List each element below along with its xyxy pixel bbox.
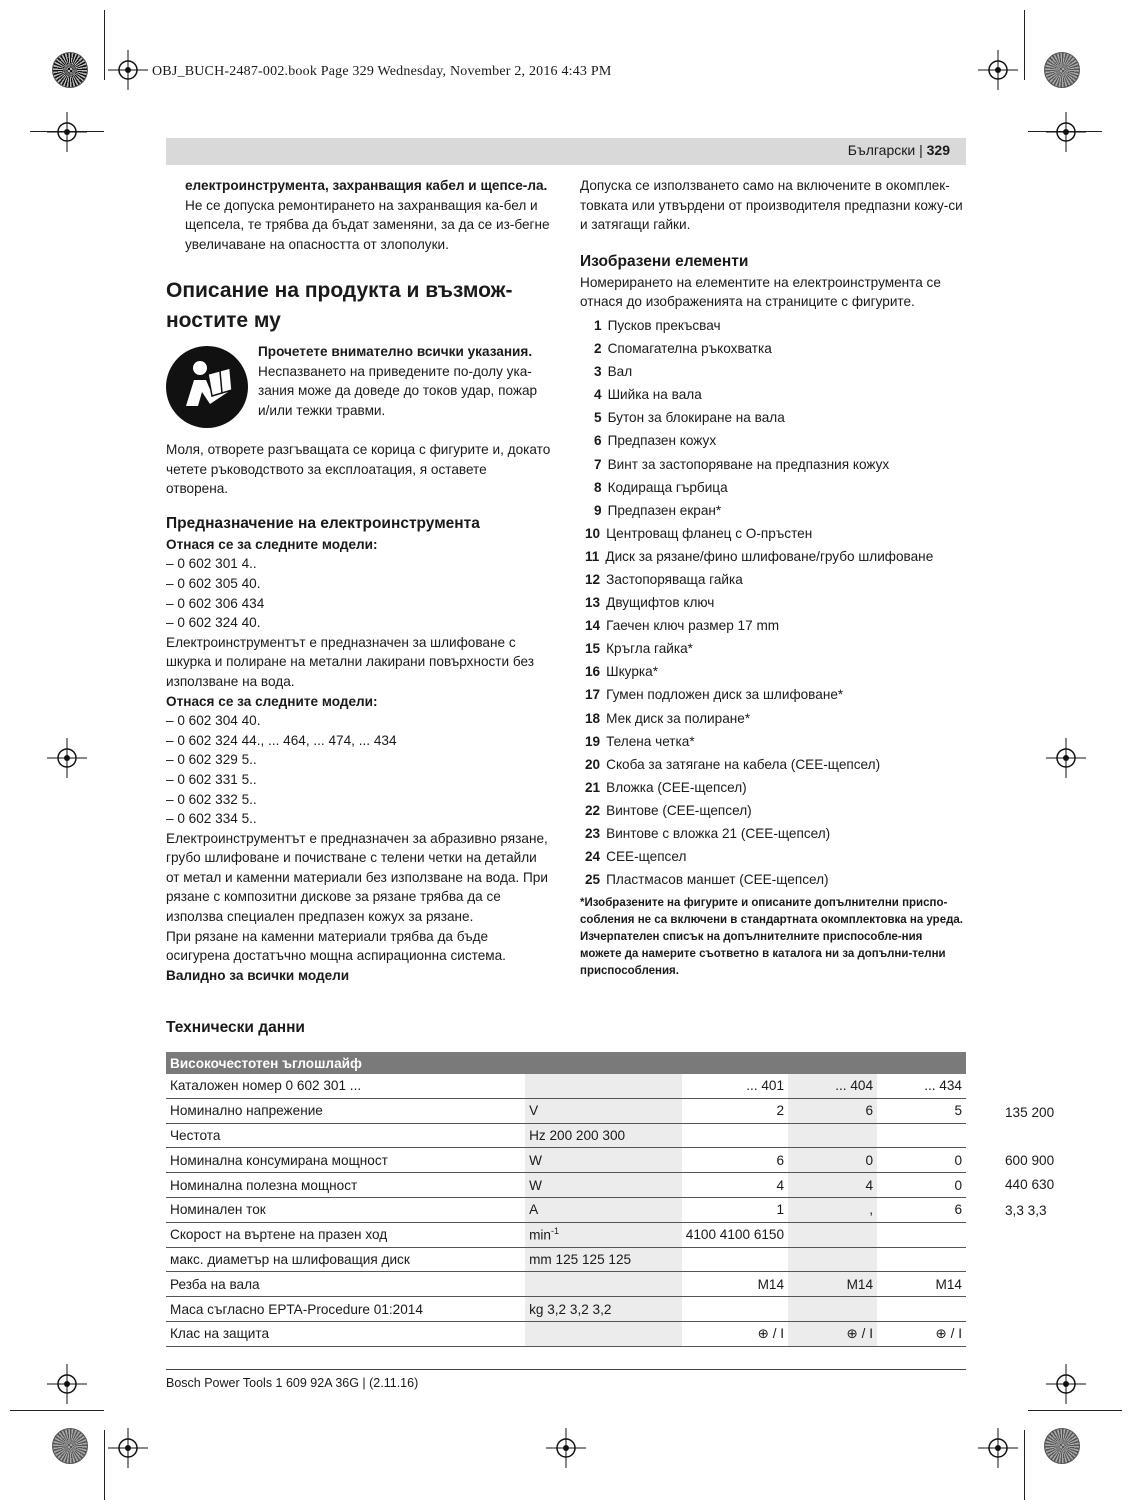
component-item — [580, 337, 966, 360]
value-401: 1 — [682, 1197, 788, 1222]
component-label: Спомагателна ръкохватка — [607, 341, 772, 357]
component-item — [580, 637, 966, 660]
value-401: 4100 4100 6150 — [682, 1222, 788, 1247]
value-401: 6 — [682, 1148, 788, 1173]
crosshair-icon — [47, 112, 87, 152]
row-unit: W — [525, 1173, 682, 1198]
crosshair-icon — [108, 1428, 148, 1468]
component-item — [580, 868, 966, 891]
component-item — [580, 429, 966, 452]
component-item — [580, 568, 966, 591]
row-label: Номинална полезна мощност — [166, 1173, 525, 1198]
row-unit: V — [525, 1098, 682, 1123]
row-unit: W — [525, 1148, 682, 1173]
component-label: Кръгла гайка* — [606, 641, 693, 657]
models-heading-1: Отнася се за следните модели: — [166, 536, 378, 552]
component-item — [580, 753, 966, 776]
value-404: ... 404 — [788, 1074, 877, 1098]
table-row — [166, 1197, 966, 1222]
component-label: CEE-щепсел — [606, 849, 687, 865]
component-label: Шийка на вала — [607, 387, 702, 403]
component-number: 12 — [585, 572, 601, 587]
component-item — [580, 799, 966, 822]
purpose-2: Електроинструментът е предназначен за абразивно рязане, грубо шлифоване и почистване с телени четки на детайли от метал и каменни материали без използване на вода. При рязане с композитни дискове за рязане трябва да се използва специален предпазен кожух за рязане. — [166, 830, 548, 925]
model-item: – 0 602 304 40. — [166, 713, 261, 729]
value-401 — [682, 1247, 788, 1272]
model-item: – 0 602 332 5.. — [166, 791, 257, 807]
value-401: ⊕ / I — [682, 1321, 788, 1346]
component-label: Застопоряваща гайка — [606, 572, 743, 587]
component-label: Вложка (CEE-щепсел) — [606, 779, 747, 795]
component-label: Вал — [607, 364, 633, 380]
models-list-1 — [166, 554, 552, 632]
component-label: Бутон за блокиране на вала — [607, 410, 785, 426]
component-label: Винт за застопоряване на предпазния кожух — [607, 456, 890, 472]
component-item — [580, 476, 966, 499]
component-number: 22 — [585, 802, 601, 818]
row-unit: Hz 200 200 300 — [525, 1123, 682, 1148]
component-label: Гумен подложен диск за шлифоване* — [606, 687, 844, 703]
row-label: Каталожен номер 0 602 301 ... — [166, 1074, 525, 1098]
purpose-title: Предназначение на електроинструмента — [166, 514, 480, 532]
component-item — [580, 314, 966, 337]
component-number: 15 — [585, 641, 601, 657]
value-434: 6 — [877, 1197, 966, 1222]
component-number: 24 — [585, 849, 601, 865]
row-label: Клас на защита — [166, 1321, 525, 1346]
read-manual-warning-icon — [166, 346, 248, 428]
row-label: макс. диаметър на шлифоващия диск — [166, 1247, 525, 1272]
component-item — [580, 453, 966, 476]
component-label: Двущифтов ключ — [606, 595, 715, 611]
component-item — [580, 406, 966, 429]
crosshair-icon — [108, 50, 148, 90]
left-column — [185, 176, 550, 254]
component-label: Телена четка* — [606, 733, 695, 749]
component-label: Скоба за затягане на кабела (CEE-щепсел) — [606, 756, 881, 772]
registration-rosette-icon — [1044, 52, 1080, 88]
crosshair-icon — [47, 1364, 87, 1404]
component-label: Кодираща гърбица — [607, 479, 728, 495]
component-item — [580, 683, 966, 706]
row-unit — [525, 1321, 682, 1346]
table-row — [166, 1222, 966, 1247]
value-404 — [788, 1297, 877, 1322]
value-401 — [682, 1297, 788, 1322]
component-number: 2 — [594, 341, 602, 357]
component-item — [580, 614, 966, 637]
models-heading-2: Отнася се за следните модели: — [166, 693, 378, 709]
value-434 — [877, 1247, 966, 1272]
component-number: 11 — [585, 548, 600, 564]
component-label: Пластмасов маншет (CEE-щепсел) — [606, 872, 829, 888]
valid-all-models: Валидно за всички модели — [166, 967, 350, 983]
component-label: Предпазен екран* — [607, 502, 722, 518]
component-number: 7 — [594, 456, 602, 472]
component-number: 9 — [594, 502, 602, 518]
crosshair-icon — [1046, 1364, 1086, 1404]
crosshair-icon — [978, 50, 1018, 90]
tech-data-table — [166, 1052, 966, 1347]
component-number: 13 — [585, 595, 601, 611]
overflow-value: 135 200 — [1005, 1105, 1055, 1120]
table-row — [166, 1173, 966, 1198]
row-label: Честота — [166, 1123, 525, 1148]
table-header-row — [166, 1052, 966, 1074]
value-401: M14 — [682, 1272, 788, 1297]
component-item — [580, 383, 966, 406]
page-footer: Bosch Power Tools 1 609 92A 36G | (2.11.16) — [166, 1376, 419, 1390]
row-label: Номинален ток — [166, 1197, 525, 1222]
model-item: – 0 602 324 40. — [166, 615, 261, 631]
component-label: Предпазен кожух — [607, 433, 717, 449]
component-label: Гаечен ключ размер 17 mm — [606, 618, 780, 634]
component-number: 3 — [594, 364, 602, 380]
row-unit: mm 125 125 125 — [525, 1247, 682, 1272]
models-list-2 — [166, 711, 552, 829]
value-404: 6 — [788, 1098, 877, 1123]
right-column — [580, 176, 966, 980]
value-401: 4 — [682, 1173, 788, 1198]
print-slug: OBJ_BUCH-2487-002.book Page 329 Wednesday, November 2, 2016 4:43 PM — [152, 64, 612, 79]
component-item — [580, 591, 966, 614]
value-404: ⊕ / I — [788, 1321, 877, 1346]
table-row — [166, 1321, 966, 1346]
component-number: 6 — [594, 433, 602, 449]
component-label: Мек диск за полиране* — [606, 710, 751, 726]
component-label: Шкурка* — [606, 664, 658, 680]
accessories-footnote: *Изобразените на фигурите и описаните допълнителни приспо-собления не са включени в стандартната окомплектовка на уреда. Изчерпателен списък на допълнителните приспособле-ния можете да намерите съответно в каталога ни за допълни-телни приспособления. — [580, 897, 963, 978]
value-434: M14 — [877, 1272, 966, 1297]
component-number: 21 — [585, 779, 601, 795]
value-404: , — [788, 1197, 877, 1222]
row-unit: $\min^{-1}$ — [525, 1222, 682, 1247]
component-item — [580, 707, 966, 730]
warning-body: Неспазването на приведените по-долу ука-зания може да доведе до токов удар, пожар и/или тежки травми. — [258, 363, 538, 418]
warning-heading: Прочетете внимателно всички указания. — [258, 344, 533, 359]
table-row — [166, 1123, 966, 1148]
crosshair-icon — [1046, 112, 1086, 152]
components-title: Изобразени елементи — [580, 252, 749, 270]
model-item: – 0 602 306 434 — [166, 595, 265, 611]
value-434 — [877, 1222, 966, 1247]
table-row — [166, 1148, 966, 1173]
overflow-value: 440 630 — [1005, 1177, 1055, 1192]
component-number: 18 — [585, 710, 601, 726]
component-item — [580, 776, 966, 799]
registration-rosette-icon — [52, 52, 88, 88]
purpose-1: Електроинструментът е предназначен за шлифоване с шкурка и полиране на метални лакирани повърхности без използване на вода. — [166, 634, 535, 689]
component-number: 20 — [585, 756, 601, 772]
registration-rosette-icon — [1044, 1428, 1080, 1464]
table-row — [166, 1272, 966, 1297]
component-item — [580, 822, 966, 845]
page-number: 329 — [926, 142, 950, 158]
value-404: 0 — [788, 1148, 877, 1173]
value-404: 4 — [788, 1173, 877, 1198]
component-number: 17 — [585, 687, 601, 703]
crosshair-icon — [978, 1428, 1018, 1468]
purpose-3: При рязане на каменни материали трябва да бъде осигурена достатъчно мощна аспирационна система. — [166, 928, 506, 964]
row-label: Скорост на въртене на празен ход — [166, 1222, 525, 1247]
component-item — [580, 545, 966, 568]
row-label: Резба на вала — [166, 1272, 525, 1297]
model-item: – 0 602 329 5.. — [166, 752, 257, 768]
row-label: Маса съгласно EPTA-Procedure 01:2014 — [166, 1297, 525, 1322]
component-number: 5 — [594, 410, 602, 426]
components-list — [580, 314, 966, 891]
component-item — [580, 499, 966, 522]
component-label: Диск за рязане/фино шлифоване/грубо шлифоване — [605, 548, 934, 564]
table-row — [166, 1297, 966, 1322]
component-number: 14 — [585, 618, 601, 634]
component-item — [580, 845, 966, 868]
component-item — [580, 522, 966, 545]
guard-note: Допуска се използването само на включените в окомплек-товката или утвърдени от производителя предпазни кожу-си и затягащи гайки. — [580, 178, 963, 233]
warning-text-block — [258, 342, 550, 420]
row-label: Номинална консумирана мощност — [166, 1148, 525, 1173]
row-unit — [525, 1074, 682, 1098]
row-unit — [525, 1272, 682, 1297]
table-row — [166, 1247, 966, 1272]
components-intro: Номерирането на елементите на електроинструмента се отнася до изображенията на страниците с фигурите. — [580, 274, 941, 310]
row-label: Номинално напрежение — [166, 1098, 525, 1123]
component-label: Винтове (CEE-щепсел) — [606, 802, 752, 818]
value-434: 0 — [877, 1148, 966, 1173]
footer-rule — [166, 1369, 966, 1370]
component-number: 23 — [585, 826, 601, 842]
value-401: 2 — [682, 1098, 788, 1123]
row-unit: A — [525, 1197, 682, 1222]
component-label: Пусков прекъсвач — [607, 317, 721, 333]
component-number: 16 — [585, 664, 601, 680]
model-item: – 0 602 334 5.. — [166, 811, 257, 827]
crosshair-icon — [546, 1428, 586, 1468]
value-404 — [788, 1247, 877, 1272]
component-label: Центроващ фланец с О-пръстен — [606, 525, 813, 541]
overflow-value: 600 900 — [1005, 1153, 1055, 1168]
table-header: Високочестотен ъглошлайф — [166, 1052, 966, 1074]
model-item: – 0 602 301 4.. — [166, 556, 257, 572]
component-number: 8 — [594, 479, 602, 495]
value-434: 0 — [877, 1173, 966, 1198]
registration-rosette-icon — [52, 1428, 88, 1464]
component-number: 4 — [594, 387, 602, 403]
model-item: – 0 602 324 44., ... 464, ... 474, ... 434 — [166, 732, 397, 748]
value-401 — [682, 1123, 788, 1148]
left-column-main — [166, 276, 552, 336]
crosshair-icon — [1046, 738, 1086, 778]
section-title: Описание на продукта и възмож-ностите му — [166, 279, 513, 332]
header-language: Български — [847, 142, 916, 158]
value-401: ... 401 — [682, 1074, 788, 1098]
component-item — [580, 360, 966, 383]
component-number: 25 — [585, 872, 601, 888]
component-number: 19 — [585, 733, 601, 749]
component-number: 1 — [594, 317, 602, 333]
table-row — [166, 1074, 966, 1098]
running-header: Български | 329 — [166, 138, 966, 165]
value-404 — [788, 1222, 877, 1247]
model-item: – 0 602 305 40. — [166, 575, 261, 591]
overflow-value: 3,3 3,3 — [1005, 1203, 1047, 1218]
component-number: 10 — [585, 525, 601, 541]
row-unit: kg 3,2 3,2 3,2 — [525, 1297, 682, 1322]
model-item: – 0 602 331 5.. — [166, 771, 257, 787]
value-434: ⊕ / I — [877, 1321, 966, 1346]
value-404 — [788, 1123, 877, 1148]
component-item — [580, 730, 966, 753]
value-404: M14 — [788, 1272, 877, 1297]
value-434: ... 434 — [877, 1074, 966, 1098]
value-434: 5 — [877, 1098, 966, 1123]
value-434 — [877, 1123, 966, 1148]
table-row — [166, 1098, 966, 1123]
component-label: Винтове с вложка 21 (CEE-щепсел) — [606, 826, 831, 842]
crosshair-icon — [47, 738, 87, 778]
component-item — [580, 660, 966, 683]
tech-data-title: Технически данни — [166, 1019, 305, 1036]
intro-paragraph: електроинструмента, захранващия кабел и щепсе-ла. Не се допуска ремонтирането на захранващия ка-бел и щепсела, те трябва да бъдат заменяни, за да се из-бегне увеличаване на опасността от злополуки. — [185, 178, 550, 252]
value-434 — [877, 1297, 966, 1322]
fold-note: Моля, отворете разгъващата се корица с фигурите и, докато четете ръководството за експлоатация, я оставете отворена. — [166, 442, 551, 497]
left-column-body — [166, 440, 552, 985]
